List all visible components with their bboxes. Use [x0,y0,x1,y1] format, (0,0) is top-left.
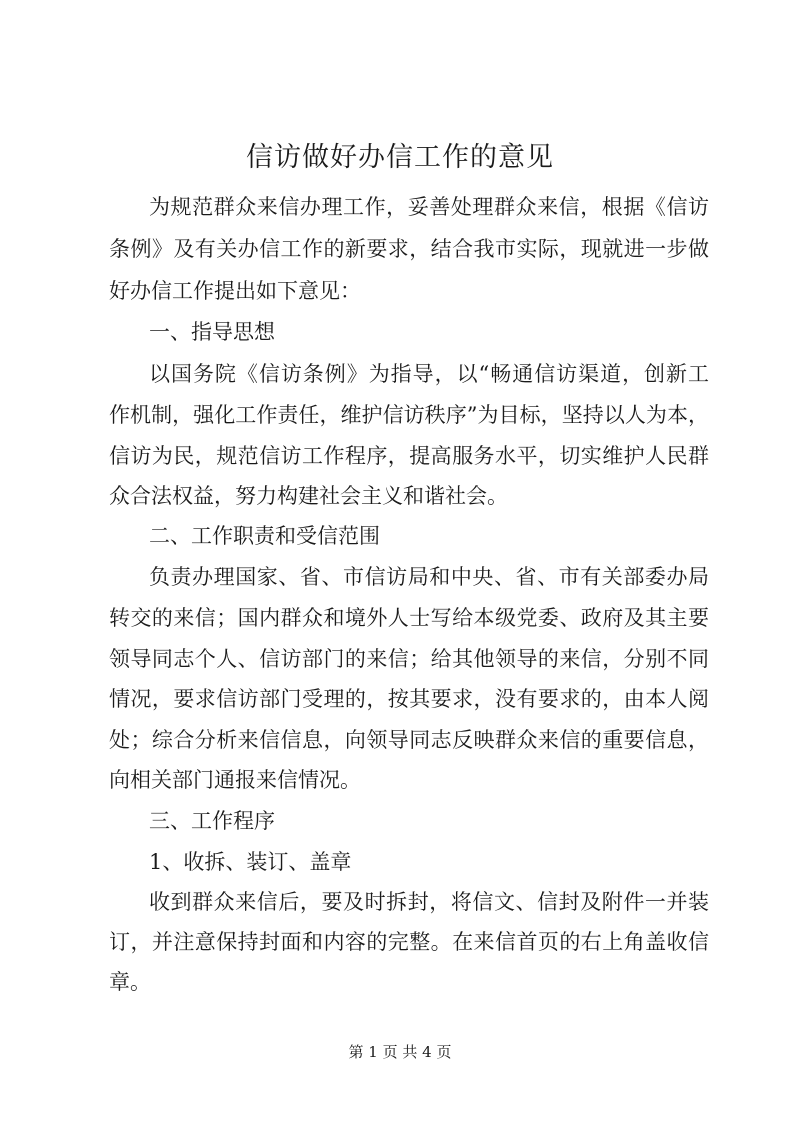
paragraph-line: 情况，要求信访部门受理的，按其要求，没有要求的，由本人阅 [109,687,709,711]
section-heading: 三、工作程序 [149,809,275,833]
paragraph-line: 领导同志个人、信访部门的来信；给其他领导的来信，分别不同 [109,647,709,671]
paragraph-line: 订，并注意保持封面和内容的完整。在来信首页的右上角盖收信 [109,930,709,954]
paragraph-line: 向相关部门通报来信情况。 [109,768,361,792]
paragraph-line: 以国务院《信访条例》为指导，以“畅通信访渠道，创新工 [149,362,709,386]
paragraph-line: 处；综合分析来信信息，向领导同志反映群众来信的重要信息， [109,728,709,752]
paragraph-line: 为规范群众来信办理工作，妥善处理群众来信，根据《信访 [149,195,709,219]
document-title: 信访做好办信工作的意见 [246,142,554,173]
paragraph-line: 条例》及有关办信工作的新要求，结合我市实际，现就进一步做 [109,237,709,261]
paragraph-line: 众合法权益，努力构建社会主义和谐社会。 [109,484,508,508]
paragraph-line: 章。 [109,970,151,994]
page-footer: 第 1 页 共 4 页 [348,1043,452,1061]
paragraph-line: 转交的来信；国内群众和境外人士写给本级党委、政府及其主要 [109,606,709,630]
paragraph-line: 信访为民，规范信访工作程序，提高服务水平，切实维护人民群 [109,444,709,468]
section-heading: 二、工作职责和受信范围 [149,524,380,548]
section-heading: 一、指导思想 [149,320,275,344]
paragraph-line: 好办信工作提出如下意见： [109,279,361,303]
subsection-heading: 1、收拆、装订、盖章 [149,850,352,874]
paragraph-line: 作机制，强化工作责任，维护信访秩序”为目标，坚持以人为本， [109,403,709,427]
paragraph-line: 负责办理国家、省、市信访局和中央、省、市有关部委办局 [149,565,709,589]
paragraph-line: 收到群众来信后，要及时拆封，将信文、信封及附件一并装 [149,890,709,914]
